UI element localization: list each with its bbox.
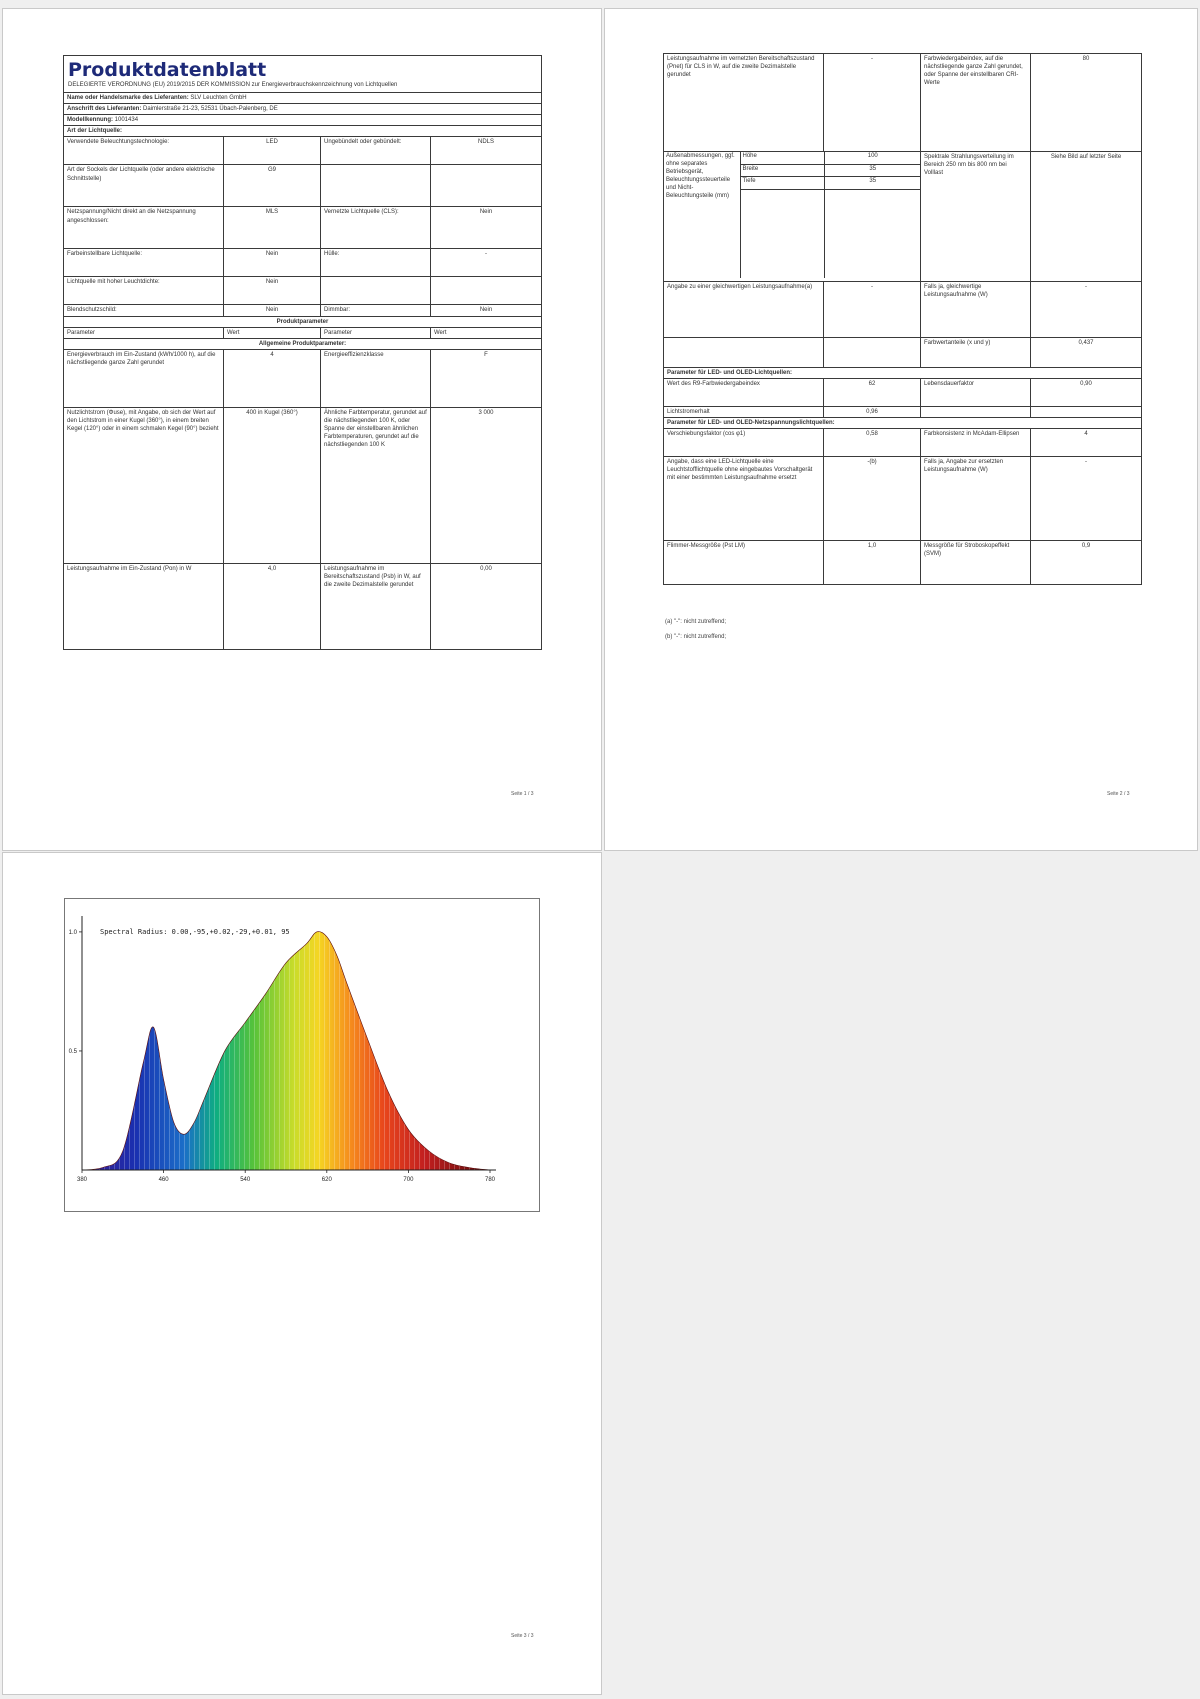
table-row [664,338,1142,368]
param-label: Hülle: [321,249,431,277]
param-value: NDLS [431,137,542,165]
supplier-address-label: Anschrift des Lieferanten: [67,106,142,113]
param-value [1031,407,1142,418]
param-label: Angabe zu einer gleichwertigen Leistungsaufnahme(a) [664,282,824,338]
param-label: Vernetzte Lichtquelle (CLS): [321,207,431,249]
param-label: Netzspannung/Nicht direkt an die Netzspannung angeschlossen: [64,207,224,249]
model-row [64,115,542,126]
param-value: - [1031,282,1142,338]
param-label: Farbeinstellbare Lichtquelle: [64,249,224,277]
param-value: - [824,282,921,338]
table-row [64,349,542,407]
supplier-name-label: Name oder Handelsmarke des Lieferanten: [67,95,189,102]
spectral-distribution-chart [64,898,540,1212]
dim-name: Breite [740,164,824,177]
x-tick-label: 620 [321,1177,332,1183]
chart-annotation: Spectral Radius: 0.00,-95,+0.02,-29,+0.01, 95 [100,928,290,936]
param-value: 4 [1031,429,1142,457]
table-row [64,407,542,563]
param-label: Falls ja, Angabe zur ersetzten Leistungsaufnahme (W) [921,457,1031,541]
table-row [664,429,1142,457]
dim-value: 100 [824,152,921,164]
param-value: MLS [224,207,321,249]
dim-name: Tiefe [740,177,824,190]
param-value: 1,0 [824,541,921,585]
table-row [64,249,542,277]
x-tick-label: 780 [484,1177,496,1183]
footnote-b: (b) "-": nicht zutreffend; [665,634,727,640]
param-value: 62 [824,379,921,407]
table-row [64,277,542,305]
param-label: Farbwertanteile (x und y) [921,338,1031,368]
param-label: Verwendete Beleuchtungstechnologie: [64,137,224,165]
x-tick-label: 380 [76,1177,88,1183]
param-value: - [1031,457,1142,541]
product-data-table [63,55,542,650]
dim-value: 35 [824,177,921,190]
datasheet-page-1 [2,8,602,851]
section-product-params: Produktparameter [64,316,542,327]
column-header: Wert [224,327,321,338]
footnote-a: (a) "-": nicht zutreffend; [665,619,727,625]
param-value: 400 in Kugel (360°) [224,407,321,563]
table-row [64,563,542,649]
param-value: -(b) [824,457,921,541]
param-label: Leistungsaufnahme im vernetzten Bereitschaftszustand (Pnet) für CLS in W, auf die zweite Dezimalstelle gerundet [664,54,824,152]
y-tick-label: 1.0 [68,929,77,936]
table-row [64,165,542,207]
x-tick-label: 460 [158,1177,169,1183]
supplier-address-row [64,104,542,115]
page-number: Seite 2 / 3 [1107,791,1130,797]
param-label: Energieverbrauch im Ein-Zustand (kWh/1000 h), auf die nächstliegende ganze Zahl gerundet [64,349,224,407]
page-title: Produktdatenblatt [68,59,267,81]
param-value: G9 [224,165,321,207]
param-value: LED [224,137,321,165]
dim-value: 35 [824,164,921,177]
dimensions-label: Außenabmessungen, ggf. ohne separates Betriebsgerät, Beleuchtungssteuerteile und Nicht-Beleuchtungsteile (mm) [664,152,740,278]
param-label [664,338,824,368]
param-value: Nein [431,305,542,316]
dimensions-row [664,152,1142,282]
section-led: Parameter für LED- und OLED-Lichtquellen: [664,368,1142,379]
param-label: Wert des R9-Farbwiedergabeindex [664,379,824,407]
param-label: Verschiebungsfaktor (cos φ1) [664,429,824,457]
table-row [664,54,1142,152]
table-row [64,207,542,249]
param-value: 0,58 [824,429,921,457]
supplier-name-value: SLV Leuchten GmbH [190,95,247,102]
table-row [664,282,1142,338]
dimensions-table [664,152,921,278]
section-mains: Parameter für LED- und OLED-Netzspannungslichtquellen: [664,418,1142,429]
param-label: Energieeffizienzklasse [321,349,431,407]
param-label: Nutzlichtstrom (Φuse), mit Angabe, ob sich der Wert auf den Lichtstrom in einer Kugel (360°), in einem breiten Kegel (120°) oder in einem schmalen Kegel (90°) bezieht [64,407,224,563]
param-label: Spektrale Strahlungsverteilung im Bereich 250 nm bis 800 nm bei Volllast [921,152,1031,282]
x-tick-label: 540 [240,1177,251,1183]
param-label: Farbkonsistenz in McAdam-Ellipsen [921,429,1031,457]
param-label: Leistungsaufnahme im Ein-Zustand (Pon) in W [64,563,224,649]
param-value: Nein [224,249,321,277]
datasheet-page-2 [604,8,1198,851]
param-value: 0,96 [824,407,921,418]
table-row [664,541,1142,585]
param-label: Ähnliche Farbtemperatur, gerundet auf die nächstliegenden 100 K, oder Spanne der einstellbaren ähnlichen Farbtemperaturen, gerundet auf die nächstliegenden 100 K [321,407,431,563]
param-value: 0,90 [1031,379,1142,407]
column-header: Wert [431,327,542,338]
x-tick-label: 700 [403,1177,414,1183]
column-header: Parameter [321,327,431,338]
param-header-row [64,327,542,338]
model-value: 1001434 [114,117,139,124]
param-value: 4,0 [224,563,321,649]
param-label: Leistungsaufnahme im Bereitschaftszustand (Psb) in W, auf die zweite Dezimalstelle gerundet [321,563,431,649]
param-label: Dimmbar: [321,305,431,316]
param-label: Ungebündelt oder gebündelt: [321,137,431,165]
param-label: Messgröße für Stroboskopeffekt (SVM) [921,541,1031,585]
param-value: Siehe Bild auf letzter Seite [1031,152,1142,282]
param-value: F [431,349,542,407]
param-label: Lichtstromerhalt [664,407,824,418]
section-general-params: Allgemeine Produktparameter: [64,338,542,349]
table-row [664,407,1142,418]
page-number: Seite 3 / 3 [511,1633,534,1639]
supplier-name-row [64,93,542,104]
param-value: Nein [224,277,321,305]
param-value: 3 000 [431,407,542,563]
param-value: Nein [224,305,321,316]
param-value: 0,437 [1031,338,1142,368]
y-tick-label: 0.5 [68,1048,77,1055]
param-value: - [431,249,542,277]
param-label: Angabe, dass eine LED-Lichtquelle eine Leuchtstofflichtquelle ohne eingebautes Vorschaltgerät mit einer bestimmten Leistungsaufnahme ersetzt [664,457,824,541]
param-value: 4 [224,349,321,407]
param-label: Lebensdauerfaktor [921,379,1031,407]
param-value: 0,00 [431,563,542,649]
page-number: Seite 1 / 3 [511,791,534,797]
param-label [321,165,431,207]
param-value [824,338,921,368]
table-row [64,137,542,165]
section-light-source: Art der Lichtquelle: [64,126,542,137]
param-label [321,277,431,305]
supplier-address-value: Daimlerstraße 21-23, 52531 Übach-Palenberg, DE [143,106,278,113]
param-label: Lichtquelle mit hoher Leuchtdichte: [64,277,224,305]
param-value: 80 [1031,54,1142,152]
param-label: Art der Sockels der Lichtquelle (oder andere elektrische Schnittstelle) [64,165,224,207]
param-label: Falls ja, gleichwertige Leistungsaufnahme (W) [921,282,1031,338]
model-label: Modellkennung: [67,117,113,124]
table-row [664,457,1142,541]
title-cell [64,56,542,93]
param-label [921,407,1031,418]
table-row [64,305,542,316]
dimensions-cell [664,152,921,282]
param-value: - [824,54,921,152]
param-value: 0,9 [1031,541,1142,585]
table-row [664,379,1142,407]
param-value [431,277,542,305]
column-header: Parameter [64,327,224,338]
regulation-subtitle: DELEGIERTE VERORDNUNG (EU) 2019/2015 DER KOMMISSION zur Energieverbrauchskennzeichnung von Lichtquellen [68,82,398,88]
product-data-table-continued [663,53,1142,585]
param-value [431,165,542,207]
param-label: Farbwiedergabeindex, auf die nächstliegende ganze Zahl gerundet, oder Spanne der einstellbaren CRI-Werte [921,54,1031,152]
dim-name: Höhe [740,152,824,164]
param-label: Flimmer-Messgröße (Pst LM) [664,541,824,585]
param-label: Blendschutzschild: [64,305,224,316]
param-value: Nein [431,207,542,249]
